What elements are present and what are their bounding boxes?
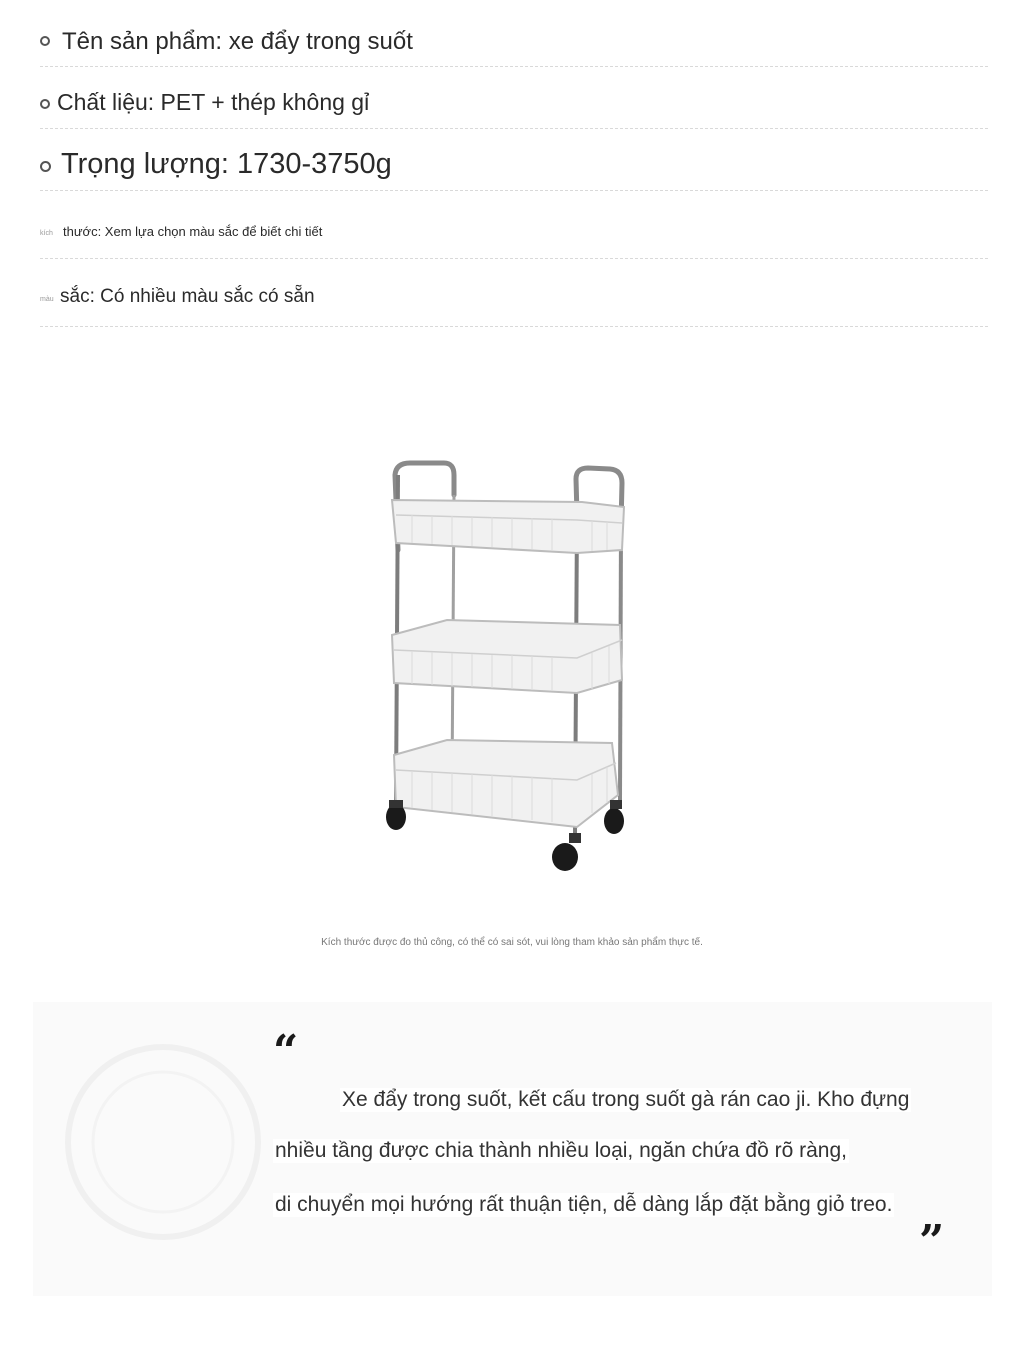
spec-row-weight [40, 146, 988, 191]
spec-row-material [40, 86, 988, 129]
spec-row-product-name [40, 24, 988, 67]
measurement-disclaimer: Kích thước được đo thủ công, có thể có sai sót, vui lòng tham khảo sản phẩm thực tế. [321, 937, 703, 948]
product-cart-image [372, 455, 642, 880]
quote-line: di chuyển mọi hướng rất thuận tiện, dễ dàng lắp đặt bằng giỏ treo. [275, 1193, 893, 1216]
close-quote-icon: ” [919, 1216, 945, 1267]
quote-line: nhiều tầng được chia thành nhiều loại, ngăn chứa đồ rõ ràng, [275, 1139, 847, 1162]
circle-bullet-icon [40, 99, 50, 109]
quote-line: Xe đẩy trong suốt, kết cấu trong suốt gà rán cao ji. Kho đựng [342, 1088, 910, 1111]
spec-product-name: Tên sản phẩm: xe đẩy trong suốt [62, 28, 413, 55]
spec-color: sắc: Có nhiều màu sắc có sẵn [60, 286, 315, 307]
spec-size-prefix: kích [40, 230, 53, 237]
decorative-circle-watermark [63, 1022, 263, 1262]
spec-color-prefix: màu [40, 296, 54, 303]
product-description-quote [33, 1002, 992, 1296]
spec-material: Chất liệu: PET + thép không gỉ [57, 89, 370, 115]
circle-bullet-icon [40, 161, 51, 172]
open-quote-icon: “ [273, 1026, 299, 1077]
spec-weight: Trọng lượng: 1730-3750g [61, 148, 392, 180]
circle-bullet-icon [40, 36, 50, 46]
spec-row-color [40, 284, 988, 327]
spec-size: thước: Xem lựa chọn màu sắc để biết chi tiết [63, 224, 323, 239]
spec-row-size [40, 220, 988, 259]
